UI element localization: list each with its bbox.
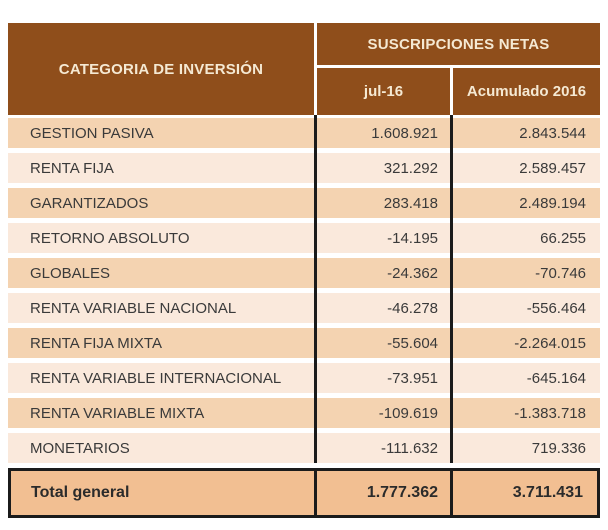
category-cell: RENTA VARIABLE MIXTA xyxy=(8,398,314,428)
table-row xyxy=(8,433,600,463)
table-row xyxy=(8,363,600,393)
acumulado-cell: -1.383.718 xyxy=(453,398,600,428)
total-label-cell: Total general xyxy=(31,484,130,501)
acumulado-cell: 2.489.194 xyxy=(453,188,600,218)
table-body xyxy=(8,115,600,463)
jul16-cell: -109.619 xyxy=(317,398,450,428)
jul16-cell: -24.362 xyxy=(317,258,450,288)
table-row xyxy=(8,258,600,288)
category-cell: GARANTIZADOS xyxy=(8,188,314,218)
table-row xyxy=(8,188,600,218)
total-acumulado-cell: 3.711.431 xyxy=(512,484,583,501)
total-row xyxy=(8,468,600,518)
acumulado-cell: 2.589.457 xyxy=(453,153,600,183)
jul16-cell: -73.951 xyxy=(317,363,450,393)
jul16-cell: -111.632 xyxy=(317,433,450,463)
jul16-cell: 283.418 xyxy=(317,188,450,218)
category-cell: RENTA VARIABLE NACIONAL xyxy=(8,293,314,323)
category-cell: GESTION PASIVA xyxy=(8,118,314,148)
header-category-cell: CATEGORIA DE INVERSIÓN xyxy=(8,23,314,115)
acumulado-cell: 66.255 xyxy=(453,223,600,253)
jul16-cell: -46.278 xyxy=(317,293,450,323)
table-row xyxy=(8,118,600,148)
header-jul16-cell: jul-16 xyxy=(317,68,450,115)
column-divider-line xyxy=(450,115,453,463)
header-acumulado-cell: Acumulado 2016 xyxy=(453,68,600,115)
total-jul16-cell: 1.777.362 xyxy=(366,484,438,501)
category-cell: GLOBALES xyxy=(8,258,314,288)
jul16-cell: 1.608.921 xyxy=(317,118,450,148)
acumulado-cell: -70.746 xyxy=(453,258,600,288)
jul16-cell: 321.292 xyxy=(317,153,450,183)
acumulado-cell: -556.464 xyxy=(453,293,600,323)
table-row xyxy=(8,153,600,183)
jul16-cell: -55.604 xyxy=(317,328,450,358)
column-divider-line xyxy=(314,115,317,463)
category-cell: RETORNO ABSOLUTO xyxy=(8,223,314,253)
acumulado-cell: 719.336 xyxy=(453,433,600,463)
table-header xyxy=(8,23,600,115)
table-row xyxy=(8,328,600,358)
table-row xyxy=(8,293,600,323)
category-cell: RENTA FIJA xyxy=(8,153,314,183)
jul16-cell: -14.195 xyxy=(317,223,450,253)
acumulado-cell: -2.264.015 xyxy=(453,328,600,358)
category-cell: RENTA VARIABLE INTERNACIONAL xyxy=(8,363,314,393)
table-row xyxy=(8,223,600,253)
category-cell: MONETARIOS xyxy=(8,433,314,463)
header-group-cell: SUSCRIPCIONES NETAS xyxy=(317,23,600,65)
category-cell: RENTA FIJA MIXTA xyxy=(8,328,314,358)
data-table xyxy=(8,23,600,518)
table-row xyxy=(8,398,600,428)
header-group-section xyxy=(317,23,600,115)
acumulado-cell: -645.164 xyxy=(453,363,600,393)
header-subrow xyxy=(317,68,600,115)
acumulado-cell: 2.843.544 xyxy=(453,118,600,148)
